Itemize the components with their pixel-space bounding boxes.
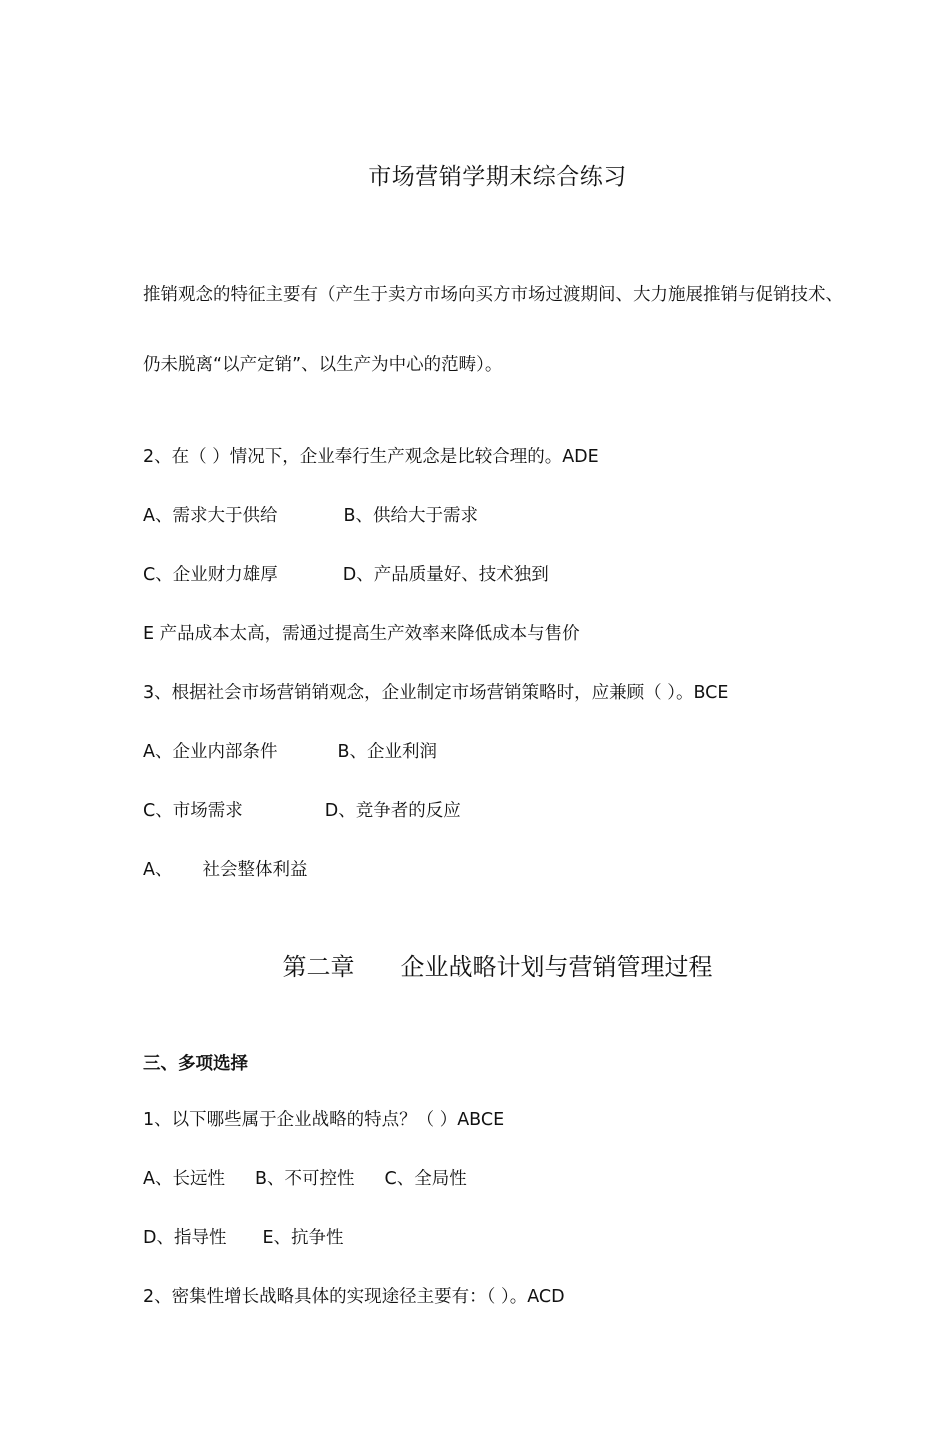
q3-options-cd bbox=[143, 800, 461, 822]
mq1-options-de bbox=[143, 1227, 344, 1249]
q3-option-b: B、企业利润 bbox=[337, 742, 437, 762]
mq1-option-a: A、长远性 bbox=[143, 1169, 225, 1189]
q2-option-d: D、产品质量好、技术独到 bbox=[342, 565, 549, 585]
q3-option-e-label: A、 bbox=[143, 860, 173, 880]
q3-option-a: A、企业内部条件 bbox=[143, 742, 278, 762]
q2-option-e: E 产品成本太高，需通过提高生产效率来降低成本与售价 bbox=[143, 624, 580, 644]
mq1-option-c: C、全局性 bbox=[384, 1169, 467, 1189]
q3-options-ab bbox=[143, 741, 437, 763]
q2-option-b: B、供给大于需求 bbox=[343, 506, 478, 526]
q2-option-c: C、企业财力雄厚 bbox=[143, 565, 278, 585]
q3-option-d: D、竞争者的反应 bbox=[324, 801, 461, 821]
q2-options-ab bbox=[143, 505, 478, 527]
q2-question: 2、在（ ）情况下，企业奉行生产观念是比较合理的。ADE bbox=[143, 447, 599, 467]
mq1-option-b: B、不可控性 bbox=[254, 1169, 355, 1189]
intro-line-2: 仍未脱离“以产定销”、以生产为中心的范畴）。 bbox=[143, 355, 503, 375]
mq1-option-e: E、抗争性 bbox=[262, 1228, 344, 1248]
mq1-option-d: D、指导性 bbox=[143, 1228, 227, 1248]
q2-option-a: A、需求大于供给 bbox=[143, 506, 278, 526]
section-title: 三、多项选择 bbox=[143, 1054, 248, 1074]
chapter-heading bbox=[0, 947, 950, 982]
q3-option-e bbox=[143, 859, 307, 881]
q3-option-e-text: 社会整体利益 bbox=[202, 860, 308, 880]
chapter-name: 企业战略计划与营销管理过程 bbox=[400, 953, 713, 981]
mq1-options-abc bbox=[143, 1168, 467, 1190]
mq2-question: 2、密集性增长战略具体的实现途径主要有：（ ）。ACD bbox=[143, 1287, 565, 1307]
mq1-question: 1、以下哪些属于企业战略的特点？（ ）ABCE bbox=[143, 1110, 505, 1130]
chapter-number: 第二章 bbox=[282, 953, 355, 981]
q3-question: 3、根据社会市场营销销观念，企业制定市场营销策略时，应兼顾（ ）。BCE bbox=[143, 683, 729, 703]
document-title: 市场营销学期末综合练习 bbox=[368, 164, 627, 190]
q3-option-c: C、市场需求 bbox=[143, 801, 243, 821]
q2-options-cd bbox=[143, 564, 549, 586]
intro-line-1: 推销观念的特征主要有（产生于卖方市场向买方市场过渡期间、大力施展推销与促销技术、 bbox=[143, 285, 843, 305]
